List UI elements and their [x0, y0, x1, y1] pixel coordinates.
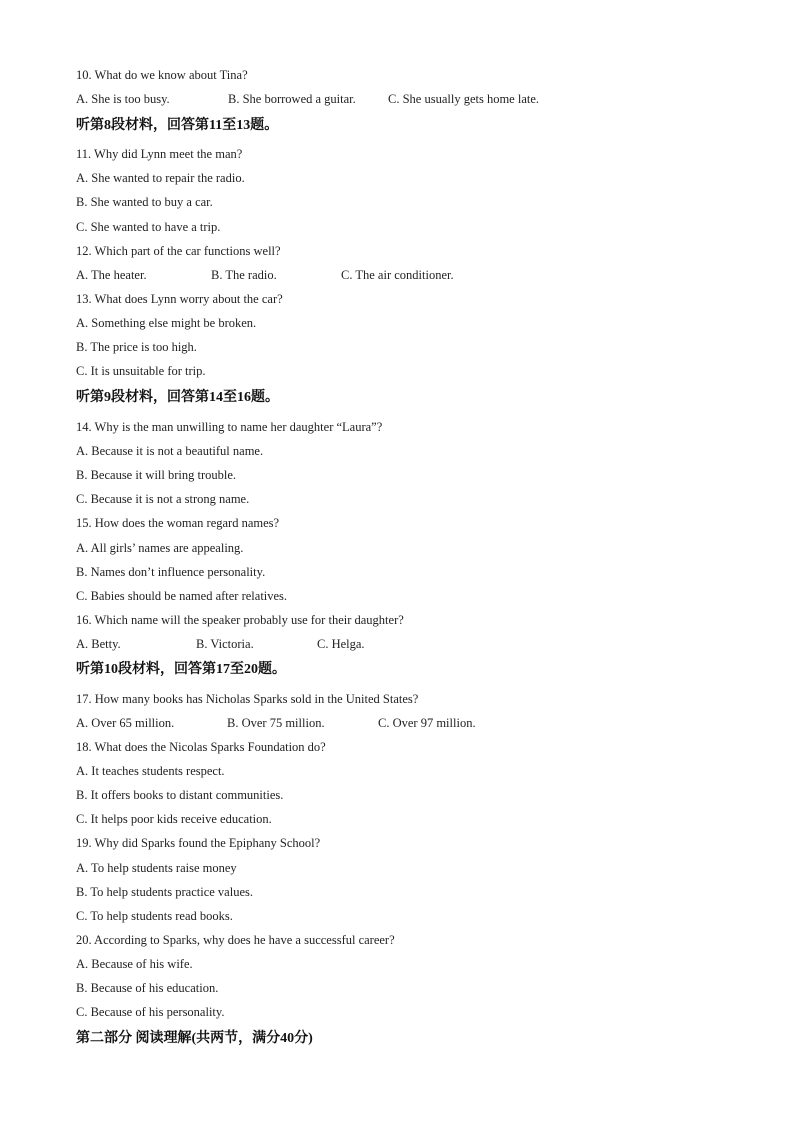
question-text: 18. What does the Nicolas Sparks Foundation do? — [76, 740, 326, 754]
section-heading: 听第8段材料，回答第11至13题。 — [76, 118, 279, 133]
answer-option: A. Because of his wife. — [76, 957, 193, 971]
answer-option: A. Over 65 million. — [76, 716, 175, 730]
section-heading: 听第9段材料，回答第14至16题。 — [76, 390, 279, 405]
answer-option: B. Names don’t influence personality. — [76, 565, 266, 579]
question-text: 17. How many books has Nicholas Sparks sold in the United States? — [76, 692, 419, 706]
question-text: 16. Which name will the speaker probably use for their daughter? — [76, 613, 404, 627]
answer-option: C. Over 97 million. — [378, 716, 476, 730]
answer-option: A. She is too busy. — [76, 92, 170, 106]
question-text: 19. Why did Sparks found the Epiphany School? — [76, 836, 321, 850]
answer-option: B. Victoria. — [196, 637, 254, 651]
answer-option: A. All girls’ names are appealing. — [76, 541, 244, 555]
answer-option: C. Babies should be named after relatives. — [76, 589, 288, 603]
answer-option: B. It offers books to distant communities. — [76, 788, 284, 802]
answer-option: C. It is unsuitable for trip. — [76, 364, 206, 378]
answer-option: B. She wanted to buy a car. — [76, 195, 213, 209]
answer-option: C. Helga. — [317, 637, 365, 651]
answer-option: B. To help students practice values. — [76, 885, 253, 899]
section-heading: 听第10段材料，回答第17至20题。 — [76, 662, 286, 677]
answer-option: C. It helps poor kids receive education. — [76, 812, 272, 826]
answer-option: C. To help students read books. — [76, 909, 233, 923]
answer-option: C. She usually gets home late. — [388, 92, 540, 106]
answer-option: B. Because of his education. — [76, 981, 219, 995]
answer-option: B. The radio. — [211, 268, 277, 282]
question-text: 15. How does the woman regard names? — [76, 516, 280, 530]
question-text: 11. Why did Lynn meet the man? — [76, 147, 243, 161]
question-text: 13. What does Lynn worry about the car? — [76, 292, 283, 306]
question-text: 10. What do we know about Tina? — [76, 68, 248, 82]
answer-option: C. Because of his personality. — [76, 1005, 225, 1019]
question-text: 12. Which part of the car functions well? — [76, 244, 281, 258]
answer-option: A. Betty. — [76, 637, 121, 651]
answer-option: B. She borrowed a guitar. — [228, 92, 356, 106]
answer-option: A. She wanted to repair the radio. — [76, 171, 245, 185]
answer-option: B. The price is too high. — [76, 340, 197, 354]
answer-option: C. The air conditioner. — [341, 268, 454, 282]
answer-option: A. It teaches students respect. — [76, 764, 225, 778]
answer-option: B. Because it will bring trouble. — [76, 468, 237, 482]
answer-option: B. Over 75 million. — [227, 716, 325, 730]
question-text: 14. Why is the man unwilling to name her daughter “Laura”? — [76, 420, 383, 434]
answer-option: C. Because it is not a strong name. — [76, 492, 250, 506]
section-heading: 第二部分 阅读理解(共两节，满分40分) — [76, 1031, 313, 1046]
answer-option: A. Because it is not a beautiful name. — [76, 444, 264, 458]
answer-option: A. The heater. — [76, 268, 147, 282]
answer-option: A. To help students raise money — [76, 861, 237, 875]
answer-option: C. She wanted to have a trip. — [76, 220, 221, 234]
answer-option: A. Something else might be broken. — [76, 316, 257, 330]
question-text: 20. According to Sparks, why does he have a successful career? — [76, 933, 395, 947]
